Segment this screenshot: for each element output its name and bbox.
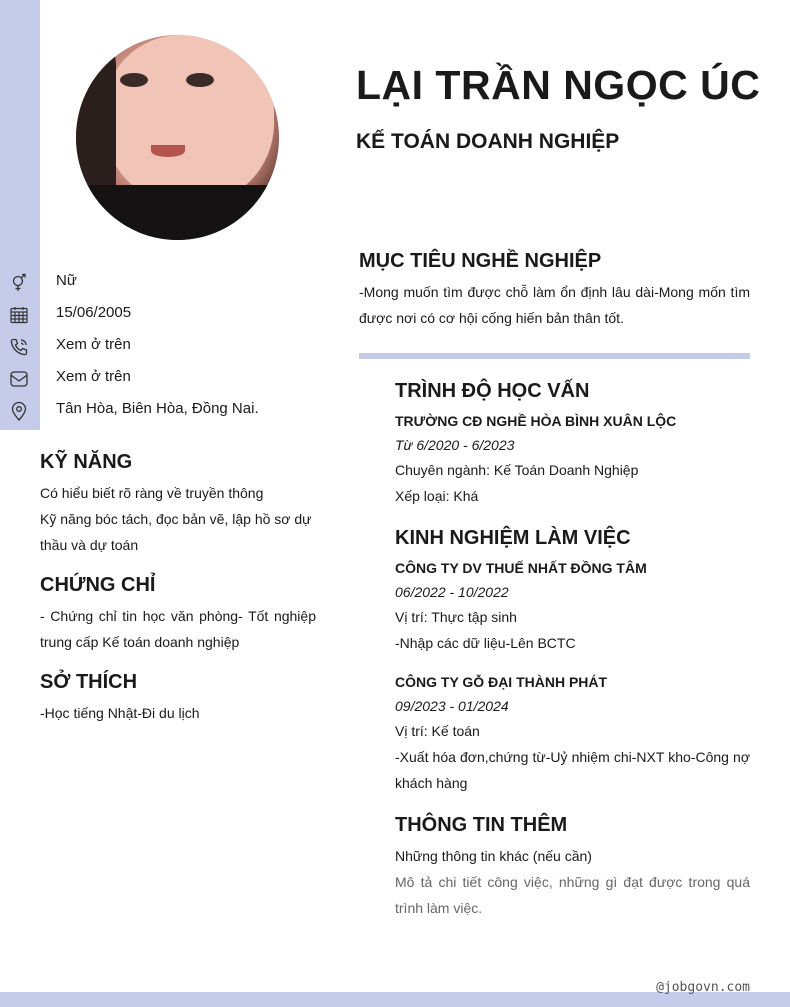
- contact-email: [0, 362, 330, 394]
- additional-section: [395, 814, 750, 921]
- job-title: KẾ TOÁN DOANH NGHIỆP: [356, 130, 620, 153]
- contact-birthday: [0, 298, 330, 330]
- objective-section: [359, 250, 750, 331]
- job-period: 09/2023 - 01/2024: [395, 698, 509, 714]
- phone-icon: [9, 337, 29, 357]
- company-name: CÔNG TY DV THUẾ NHẤT ĐỒNG TÂM: [395, 560, 647, 576]
- experience-section: [395, 527, 750, 796]
- additional-line: Những thông tin khác (nếu cần): [395, 848, 592, 864]
- additional-heading: THÔNG TIN THÊM: [395, 814, 568, 836]
- company-name: CÔNG TY GỖ ĐẠI THÀNH PHÁT: [395, 674, 608, 690]
- hobbies-text: -Học tiếng Nhật-Đi du lịch: [40, 705, 200, 721]
- calendar-icon: [9, 305, 29, 325]
- school-name: TRƯỜNG CĐ NGHỀ HÒA BÌNH XUÂN LỘC: [395, 413, 677, 429]
- phone-value: Xem ở trên: [56, 336, 131, 353]
- section-divider: [359, 353, 750, 359]
- hobbies-heading: SỞ THÍCH: [40, 671, 138, 693]
- address-value: Tân Hòa, Biên Hòa, Đồng Nai.: [56, 400, 259, 417]
- skills-heading: KỸ NĂNG: [40, 451, 133, 473]
- job-position: Vị trí: Thực tập sinh: [395, 609, 517, 625]
- contact-phone: [0, 330, 330, 362]
- watermark: @jobgovn.com: [656, 980, 750, 995]
- objective-text: -Mong muốn tìm được chỗ làm ổn định lâu dài-Mong mốn tìm được nơi có cơ hội cống hiến bản thân tốt.: [359, 284, 750, 326]
- certificates-section: [40, 574, 316, 655]
- skills-section: [40, 451, 316, 558]
- certificates-heading: CHỨNG CHỈ: [40, 574, 156, 596]
- mail-icon: [9, 369, 29, 389]
- right-column: [395, 380, 750, 939]
- job-entry: [395, 556, 750, 656]
- job-entry: [395, 670, 750, 796]
- contact-info: [0, 266, 330, 426]
- contact-address: [0, 394, 330, 426]
- skill-item: Có hiểu biết rõ ràng về truyền thông: [40, 485, 264, 501]
- job-description: -Xuất hóa đơn,chứng từ-Uỷ nhiệm chi-NXT kho-Công nợ khách hàng: [395, 749, 750, 791]
- job-period: 06/2022 - 10/2022: [395, 584, 509, 600]
- education-major: Chuyên ngành: Kế Toán Doanh Nghiệp: [395, 462, 639, 478]
- left-column: [40, 451, 316, 742]
- location-icon: [9, 401, 29, 421]
- avatar: [76, 35, 279, 240]
- candidate-name: LẠI TRẦN NGỌC ÚC: [356, 62, 761, 108]
- gender-value: Nữ: [56, 272, 77, 289]
- objective-heading: MỤC TIÊU NGHỀ NGHIỆP: [359, 250, 602, 272]
- additional-description: Mô tả chi tiết công việc, những gì đạt được trong quá trình làm việc.: [395, 874, 750, 916]
- skill-item: Kỹ năng bóc tách, đọc bản vẽ, lập hồ sơ dự thầu và dự toán: [40, 511, 312, 553]
- birthday-value: 15/06/2005: [56, 304, 132, 321]
- education-grade: Xếp loại: Khá: [395, 488, 479, 504]
- job-description: -Nhập các dữ liệu-Lên BCTC: [395, 635, 576, 651]
- gender-icon: [9, 273, 29, 293]
- education-period: Từ 6/2020 - 6/2023: [395, 437, 515, 453]
- education-heading: TRÌNH ĐỘ HỌC VẤN: [395, 380, 590, 402]
- contact-gender: [0, 266, 330, 298]
- education-section: [395, 380, 750, 509]
- email-value: Xem ở trên: [56, 368, 131, 385]
- hobbies-section: [40, 671, 316, 726]
- job-position: Vị trí: Kế toán: [395, 723, 480, 739]
- experience-heading: KINH NGHIỆM LÀM VIỆC: [395, 527, 631, 549]
- certificates-text: - Chứng chỉ tin học văn phòng- Tốt nghiệp trung cấp Kế toán doanh nghiệp: [40, 608, 316, 650]
